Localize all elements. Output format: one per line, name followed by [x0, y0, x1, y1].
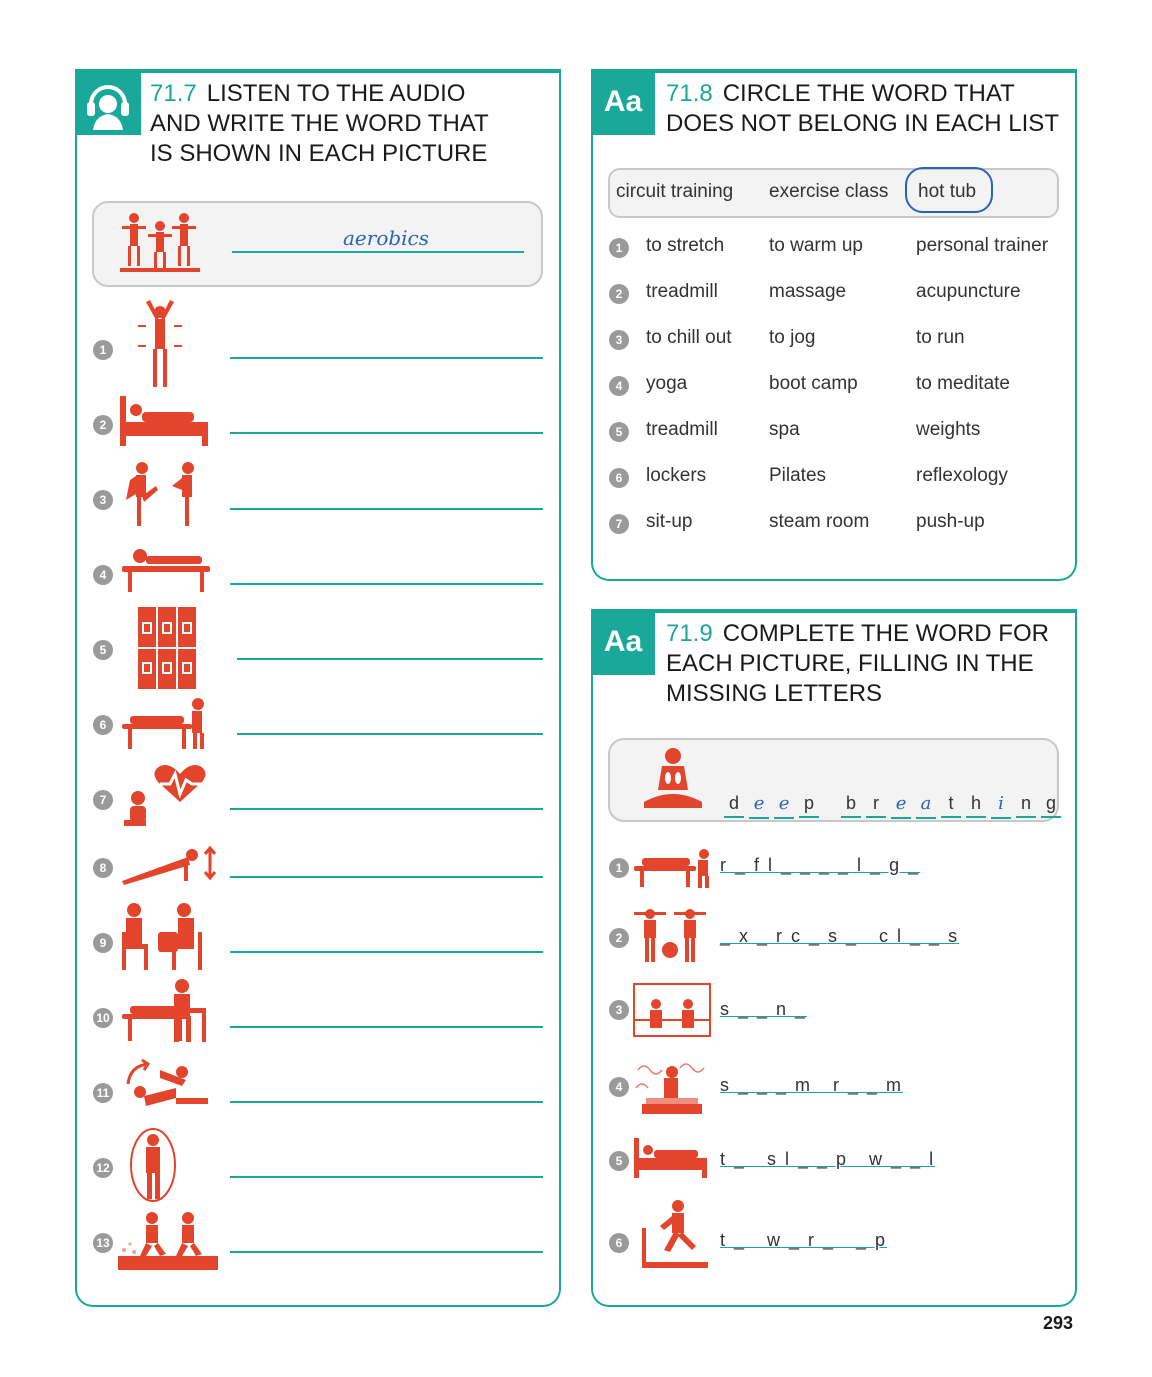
example-word: circuit training [616, 181, 734, 202]
row-number-badge: 2 [609, 928, 629, 948]
massage-therapist-picture [120, 978, 210, 1044]
heart-rate-picture [120, 764, 212, 828]
boot-camp-picture [116, 1210, 220, 1272]
row-number-badge: 6 [609, 468, 629, 488]
example-answer: aerobics [343, 226, 430, 250]
option-c[interactable]: acupuncture [916, 281, 1021, 302]
option-b[interactable]: to jog [769, 327, 816, 348]
answer-line[interactable] [230, 808, 543, 810]
item-number-badge: 8 [93, 858, 113, 878]
exercise-71-8-panel [591, 69, 1077, 581]
warm-up-picture [128, 1126, 178, 1204]
item-number-badge: 7 [93, 790, 113, 810]
letter-pattern[interactable]: t _ w _ r _ _ p [720, 1230, 888, 1250]
letter-pattern[interactable]: _ x _ r c _ s _ c l _ _ s [720, 926, 960, 946]
row-number-badge: 7 [609, 514, 629, 534]
row-number-badge: 2 [609, 284, 629, 304]
option-c[interactable]: to run [916, 327, 965, 348]
personal-trainer-picture [118, 902, 206, 972]
option-c[interactable]: reflexology [916, 465, 1008, 486]
exercise-71-7-title: 71.7 LISTEN TO THE AUDIO AND WRITE THE WORD THAT IS SHOWN IN EACH PICTURE [150, 80, 489, 167]
letter-pattern[interactable]: s _ _ _ m r _ _ m [720, 1075, 904, 1095]
aerobics-picture [118, 208, 204, 274]
reflexology-picture [632, 846, 712, 888]
option-b[interactable]: boot camp [769, 373, 858, 394]
row-number-badge: 4 [609, 376, 629, 396]
row-number-badge: 1 [609, 238, 629, 258]
option-a[interactable]: treadmill [646, 419, 718, 440]
item-number-badge: 5 [93, 640, 113, 660]
row-number-badge: 6 [609, 1233, 629, 1253]
option-a[interactable]: to stretch [646, 235, 725, 256]
answer-line[interactable] [230, 508, 543, 510]
lockers-picture [138, 607, 196, 689]
item-number-badge: 6 [93, 715, 113, 735]
option-b[interactable]: Pilates [769, 465, 827, 486]
option-a[interactable]: lockers [646, 465, 707, 486]
answer-line[interactable] [230, 951, 543, 953]
exercise-71-9-title: 71.9 COMPLETE THE WORD FOR EACH PICTURE, FILLING IN THE MISSING LETTERS [666, 620, 1049, 707]
row-number-badge: 5 [609, 422, 629, 442]
exercise-71-8-title: 71.8 CIRCLE THE WORD THAT DOES NOT BELONG IN EACH LIST [666, 80, 1059, 137]
item-number-badge: 2 [93, 415, 113, 435]
row-number-badge: 5 [609, 1151, 629, 1171]
option-a[interactable]: to chill out [646, 327, 732, 348]
item-number-badge: 12 [93, 1158, 113, 1178]
option-a[interactable]: sit-up [646, 511, 693, 532]
exercise-class-picture [630, 906, 712, 964]
letter-pattern[interactable]: r _ f l _ _ _ _ l _ g _ [720, 855, 921, 875]
example-filled-word: d e e p b r e a t h i n g [714, 764, 1066, 819]
answer-line[interactable] [230, 1026, 543, 1028]
example-answer-line [232, 251, 524, 253]
option-a[interactable]: treadmill [646, 281, 718, 302]
sauna-picture [632, 982, 712, 1038]
option-c[interactable]: weights [916, 419, 981, 440]
item-number-badge: 9 [93, 933, 113, 953]
row-number-badge: 3 [609, 1000, 629, 1020]
headphones-tag [75, 69, 141, 135]
massage-table-picture [118, 544, 214, 594]
push-up-picture [118, 845, 218, 885]
headphones-icon [81, 74, 135, 130]
page-number: 293 [1043, 1313, 1074, 1333]
option-a[interactable]: yoga [646, 373, 688, 394]
answer-line[interactable] [237, 658, 543, 660]
jumping-jacks-picture [132, 296, 188, 392]
option-b[interactable]: spa [769, 419, 800, 440]
aa-tag-label: Aa [603, 85, 643, 118]
row-number-badge: 1 [609, 858, 629, 878]
option-c[interactable]: personal trainer [916, 235, 1049, 256]
answer-line[interactable] [230, 583, 543, 585]
answer-line[interactable] [237, 733, 543, 735]
exercise-number: 71.7 [150, 80, 197, 107]
item-number-badge: 11 [93, 1083, 113, 1103]
bed-picture [118, 394, 210, 448]
aa-tag [591, 609, 655, 675]
option-c[interactable]: to meditate [916, 373, 1010, 394]
row-number-badge: 4 [609, 1077, 629, 1097]
treadmill-picture [638, 1198, 710, 1272]
exercise-number: 71.9 [666, 620, 713, 647]
aa-tag [591, 69, 655, 135]
meditation-picture [642, 746, 704, 810]
stretching-picture [122, 460, 208, 528]
steam-room-picture [632, 1058, 712, 1116]
item-number-badge: 1 [93, 340, 113, 360]
answer-line[interactable] [230, 1176, 543, 1178]
answer-line[interactable] [230, 1251, 543, 1253]
example-word: hot tub [918, 181, 977, 202]
option-c[interactable]: push-up [916, 511, 985, 532]
option-b[interactable]: to warm up [769, 235, 863, 256]
option-b[interactable]: steam room [769, 511, 870, 532]
answer-line[interactable] [230, 357, 543, 359]
exercise-number: 71.8 [666, 80, 713, 107]
row-number-badge: 3 [609, 330, 629, 350]
item-number-badge: 10 [93, 1008, 113, 1028]
letter-pattern[interactable]: s _ _ n _ [720, 999, 808, 1019]
sit-up-picture [120, 1056, 212, 1116]
answer-line[interactable] [230, 432, 543, 434]
bed-picture [632, 1136, 710, 1180]
item-number-badge: 3 [93, 490, 113, 510]
example-word: exercise class [769, 181, 889, 202]
letter-pattern[interactable]: t _ s l _ _ p w _ _ l [720, 1149, 936, 1169]
item-number-badge: 4 [93, 565, 113, 585]
item-number-badge: 13 [93, 1233, 113, 1253]
answer-line[interactable] [230, 876, 543, 878]
answer-line[interactable] [230, 1101, 543, 1103]
option-b[interactable]: massage [769, 281, 847, 302]
reflexology-picture [120, 694, 208, 750]
aa-tag-label: Aa [603, 625, 643, 658]
